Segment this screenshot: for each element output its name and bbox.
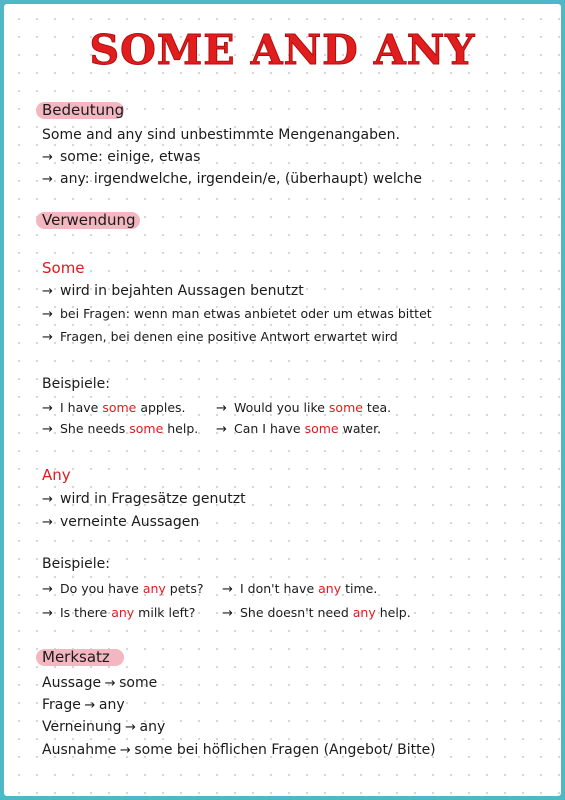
some-rule: → bei Fragen: wenn man etwas anbietet oder um etwas bittet xyxy=(42,306,432,322)
notes-page xyxy=(4,4,561,796)
heading-verwendung: Verwendung xyxy=(42,211,136,229)
example-sentence: → Can I have some water. xyxy=(216,421,382,437)
example-sentence: → Is there any milk left? xyxy=(42,605,196,621)
example-sentence: → Would you like some tea. xyxy=(216,400,392,416)
arrow-icon: → xyxy=(42,307,53,322)
arrow-icon: → xyxy=(42,401,53,416)
arrow-icon: → xyxy=(42,422,53,437)
some-rule: → wird in bejahten Aussagen benutzt xyxy=(42,283,304,299)
arrow-icon: → xyxy=(119,743,131,758)
arrow-icon: → xyxy=(222,582,233,597)
arrow-icon: → xyxy=(42,150,53,165)
some-rule: → Fragen, bei denen eine positive Antwort erwartet wird xyxy=(42,329,398,345)
example-sentence: → She doesn't need any help. xyxy=(222,605,411,621)
arrow-icon: → xyxy=(104,676,116,691)
arrow-icon: → xyxy=(42,582,53,597)
merksatz-line: Ausnahme → some bei höflichen Fragen (Angebot/ Bitte) xyxy=(42,742,436,758)
example-sentence: → She needs some help. xyxy=(42,421,199,437)
arrow-icon: → xyxy=(42,330,53,345)
any-rule: → verneinte Aussagen xyxy=(42,514,200,530)
heading-any: Any xyxy=(42,466,71,484)
arrow-icon: → xyxy=(222,606,233,621)
arrow-icon: → xyxy=(125,720,136,735)
heading-some: Some xyxy=(42,259,85,277)
examples-label: Beispiele: xyxy=(42,556,111,572)
arrow-icon: → xyxy=(42,515,53,530)
bedeutung-line: Some and any sind unbestimmte Mengenangaben. xyxy=(42,127,400,143)
arrow-icon: → xyxy=(42,606,53,621)
arrow-icon: → xyxy=(42,492,53,507)
merksatz-line: Aussage → some xyxy=(42,675,158,691)
examples-label: Beispiele: xyxy=(42,376,111,392)
example-sentence: → Do you have any pets? xyxy=(42,581,204,597)
heading-merksatz: Merksatz xyxy=(42,648,110,666)
merksatz-line: Frage → any xyxy=(42,697,125,713)
arrow-icon: → xyxy=(216,401,227,416)
arrow-icon: → xyxy=(42,172,53,187)
arrow-icon: → xyxy=(84,698,96,713)
page-title: SOME AND ANY xyxy=(89,26,476,74)
arrow-icon: → xyxy=(42,284,53,299)
merksatz-line: Verneinung → any xyxy=(42,719,166,735)
example-sentence: → I have some apples. xyxy=(42,400,186,416)
arrow-icon: → xyxy=(216,422,227,437)
example-sentence: → I don't have any time. xyxy=(222,581,378,597)
heading-bedeutung: Bedeutung xyxy=(42,101,125,119)
bedeutung-some: → some: einige, etwas xyxy=(42,149,201,165)
any-rule: → wird in Fragesätze genutzt xyxy=(42,491,246,507)
bedeutung-any: → any: irgendwelche, irgendein/e, (überhaupt) welche xyxy=(42,171,422,187)
